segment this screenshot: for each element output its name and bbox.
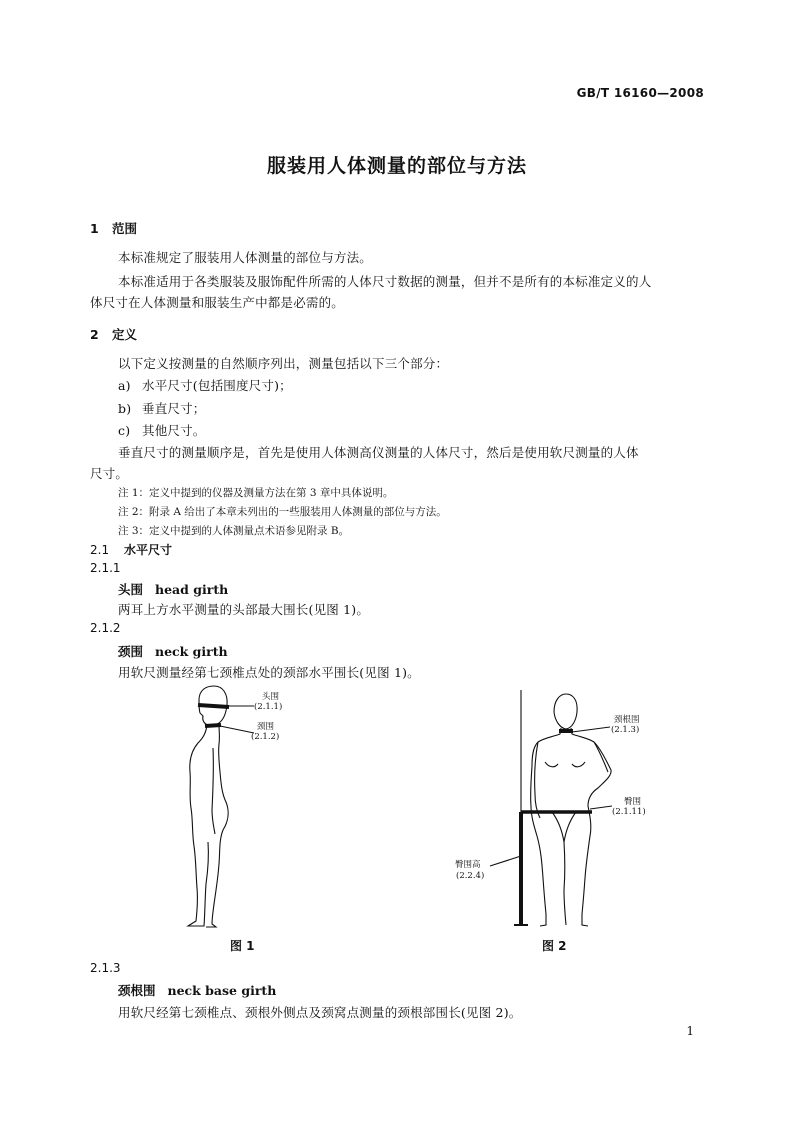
section-number: 2 bbox=[90, 327, 99, 342]
list-marker: c) bbox=[118, 423, 131, 438]
head-outline bbox=[554, 694, 577, 729]
list-marker: a) bbox=[118, 378, 131, 393]
chest-line bbox=[545, 762, 558, 767]
figure-label: 臀围 bbox=[624, 797, 642, 807]
term-chinese: 头围 bbox=[118, 582, 144, 597]
subsection-number: 2.1 bbox=[90, 543, 110, 557]
neck-girth-definition: 用软尺测量经第七颈椎点处的颈部水平围长(见图 1)。 bbox=[118, 665, 420, 680]
list-text: 水平尺寸(包括围度尺寸)； bbox=[142, 378, 292, 393]
figure-label: 臀围高 bbox=[455, 860, 481, 870]
term-chinese: 颈根围 bbox=[118, 983, 156, 998]
chest-line bbox=[572, 762, 585, 767]
measurement-order-line-2: 尺寸。 bbox=[90, 466, 129, 481]
figure-label: 颈围 bbox=[257, 722, 275, 732]
standard-number: GB/T 16160—2008 bbox=[576, 86, 704, 100]
figure-1-caption: 图 1 bbox=[230, 939, 255, 953]
head-girth-definition: 两耳上方水平测量的头部最大围长(见图 1)。 bbox=[118, 602, 370, 617]
list-text: 其他尺寸。 bbox=[142, 423, 206, 438]
section-title: 范围 bbox=[112, 221, 138, 236]
figure-label-ref: (2.1.2) bbox=[251, 732, 280, 742]
measurement-order-line-1: 垂直尺寸的测量顺序是，首先是使用人体测高仪测量的人体尺寸，然后是使用软尺测量的人体 bbox=[118, 445, 639, 460]
definitions-intro: 以下定义按测量的自然顺序列出，测量包括以下三个部分： bbox=[118, 356, 449, 371]
scope-paragraph-2-line-2: 体尺寸在人体测量和服装生产中都是必需的。 bbox=[90, 295, 345, 310]
clause-2-1-1-number: 2.1.1 bbox=[90, 561, 121, 575]
term-english: neck girth bbox=[155, 644, 228, 659]
term-english: neck base girth bbox=[167, 983, 277, 998]
leader-line bbox=[490, 856, 521, 866]
leader-line bbox=[590, 806, 612, 809]
note-1: 注 1：定义中提到的仪器及测量方法在第 3 章中具体说明。 bbox=[118, 487, 394, 499]
clause-2-1-3-number: 2.1.3 bbox=[90, 961, 121, 975]
figure-label-ref: (2.1.1) bbox=[254, 702, 283, 712]
term-chinese: 颈围 bbox=[118, 644, 144, 659]
figure-2-caption: 图 2 bbox=[542, 939, 567, 953]
term-english: head girth bbox=[155, 582, 229, 597]
clause-2-1-2-number: 2.1.2 bbox=[90, 621, 121, 635]
torso-right-outline bbox=[571, 728, 611, 926]
subsection-title: 水平尺寸 bbox=[124, 543, 173, 557]
term-neck-base-girth bbox=[118, 981, 276, 999]
scope-paragraph-2-line-1: 本标准适用于各类服装及服饰配件所需的人体尺寸数据的测量，但并不是所有的本标准定义的人 bbox=[118, 274, 652, 289]
figure-label-ref: (2.1.11) bbox=[612, 807, 646, 817]
figure-label-ref: (2.2.4) bbox=[456, 871, 485, 881]
note-2: 注 2：附录 A 给出了本章未列出的一些服装用人体测量的部位与方法。 bbox=[118, 506, 447, 518]
list-text: 垂直尺寸； bbox=[142, 401, 206, 416]
section-title: 定义 bbox=[112, 327, 138, 342]
section-number: 1 bbox=[90, 221, 99, 236]
arm-line bbox=[535, 742, 540, 818]
figure-label: 颈根围 bbox=[614, 715, 640, 725]
leg-inner-line bbox=[552, 812, 566, 925]
scope-paragraph-1: 本标准规定了服装用人体测量的部位与方法。 bbox=[118, 250, 373, 265]
arm-line bbox=[594, 742, 608, 772]
leg-inner-line bbox=[564, 812, 576, 842]
figure-label-ref: (2.1.3) bbox=[611, 725, 640, 735]
page-number: 1 bbox=[686, 1024, 694, 1038]
torso-left-outline bbox=[531, 728, 561, 926]
leader-line bbox=[572, 727, 610, 732]
figure-label: 头围 bbox=[262, 692, 280, 702]
note-3: 注 3：定义中提到的人体测量点术语参见附录 B。 bbox=[118, 525, 350, 537]
document-title: 服装用人体测量的部位与方法 bbox=[266, 155, 527, 177]
neck-base-girth-definition: 用软尺经第七颈椎点、颈根外侧点及颈窝点测量的颈根部围长(见图 2)。 bbox=[118, 1005, 522, 1020]
list-marker: b) bbox=[118, 401, 132, 416]
